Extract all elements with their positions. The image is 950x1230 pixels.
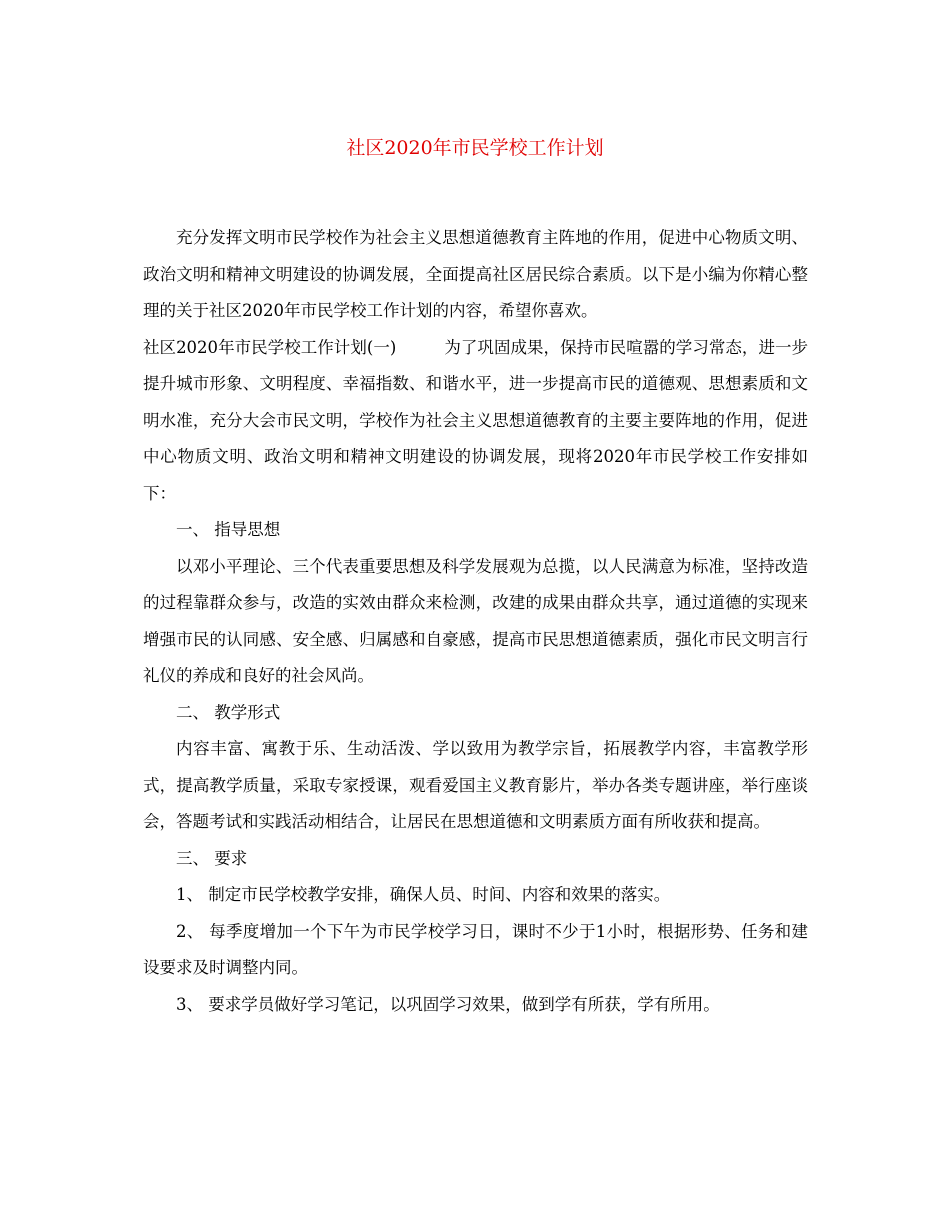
requirement-item-2: 2、 每季度增加一个下午为市民学校学习日，课时不少于1小时，根据形势、任务和建设要求及时调整内同。 xyxy=(143,921,808,977)
section-heading-1: 一、 指导思想 xyxy=(176,520,281,539)
intro-paragraph: 充分发挥文明市民学校作为社会主义思想道德教育主阵地的作用，促进中心物质文明、政治文明和精神文明建设的协调发展，全面提高社区居民综合素质。以下是小编为你精心整理的关于社区2020年市民学校工作计划的内容，希望你喜欢。 xyxy=(143,228,808,320)
plan-intro: 为了巩固成果，保持市民喧嚣的学习常态，进一步提升城市形象、文明程度、幸福指数、和谐水平，进一步提高市民的道德观、思想素质和文明水准，充分大会市民文明，学校作为社会主义思想道德教育的主要主要阵地的作用，促进中心物质文明、政治文明和精神文明建设的协调发展，现将2020年市民学校工作安排如下： xyxy=(143,337,808,503)
document-body xyxy=(143,220,808,1023)
section-heading-3: 三、 要求 xyxy=(176,848,248,868)
section-text-1: 以邓小平理论、三个代表重要思想及科学发展观为总揽，以人民满意为标准，坚持改造的过程靠群众参与，改造的实效由群众来检测，改建的成果由群众共享，通过道德的实现来增强市民的认同感、安全感、归属感和自豪感，提高市民思想道德素质，强化市民文明言行礼仪的养成和良好的社会风尚。 xyxy=(143,556,808,685)
requirement-item-1: 1、 制定市民学校教学安排，确保人员、时间、内容和效果的落实。 xyxy=(176,885,671,904)
plan-paragraph xyxy=(143,330,808,513)
section-heading-2: 二、 教学形式 xyxy=(176,702,281,722)
document-title: 社区2020年市民学校工作计划 xyxy=(346,137,604,159)
requirement-item-3: 3、 要求学员做好学习笔记，以巩固学习效果，做到学有所获，学有所用。 xyxy=(176,994,720,1014)
plan-heading: 社区2020年市民学校工作计划(一) xyxy=(143,337,397,357)
section-text-2: 内容丰富、寓教于乐、生动活泼、学以致用为教学宗旨，拓展教学内容，丰富教学形式，提高教学质量，采取专家授课，观看爱国主义教育影片，举办各类专题讲座，举行座谈会，答题考试和实践活动相结合，让居民在思想道德和文明素质方面有所收获和提高。 xyxy=(143,739,808,831)
